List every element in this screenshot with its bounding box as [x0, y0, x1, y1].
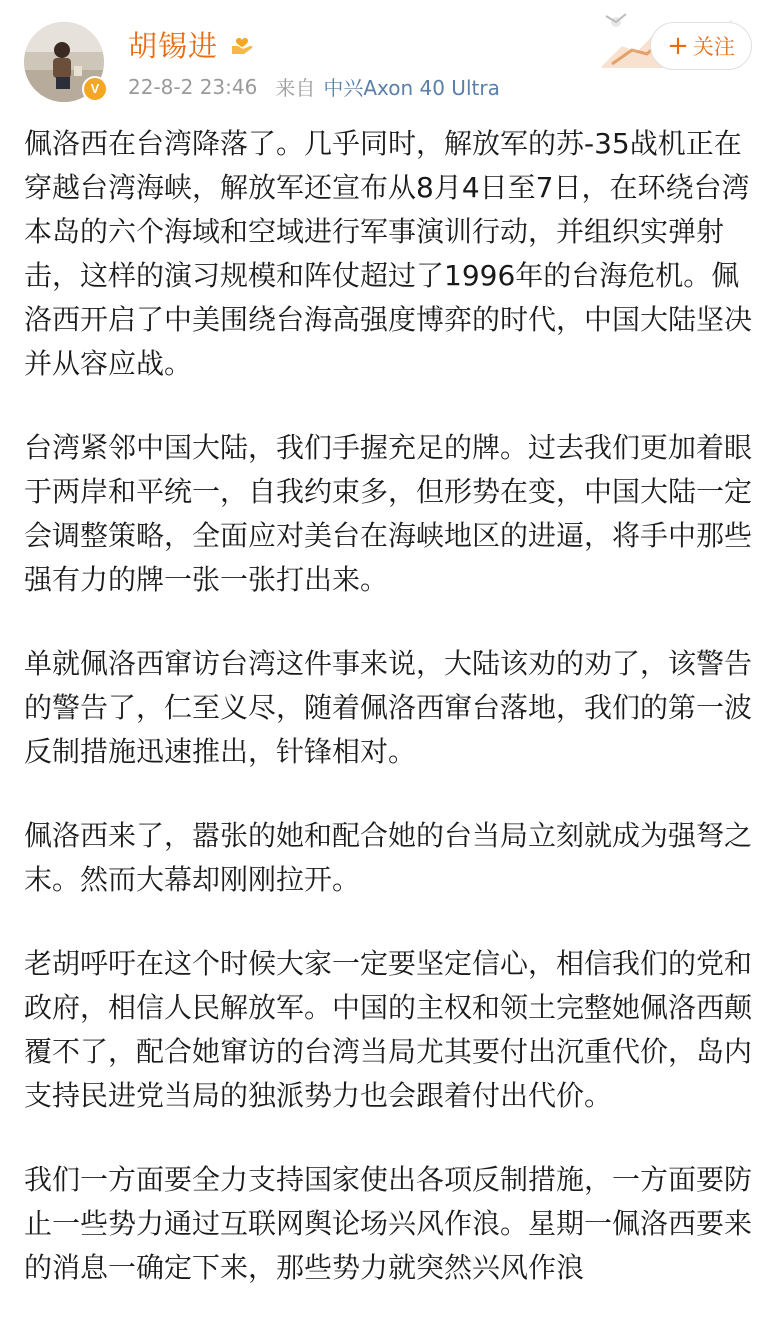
hand-heart-icon[interactable]	[228, 30, 256, 58]
post-paragraph: 佩洛西在台湾降落了。几乎同时，解放军的苏-35战机正在穿越台湾海峡，解放军还宣布从8月4日至7日，在环绕台湾本岛的六个海域和空域进行军事演训行动，并组织实弹射击，这样的演习规模和阵仗超过了1996年的台海危机。佩洛西开启了中美围绕台海高强度博弈的时代，中国大陆坚决并从容应战。	[24, 127, 753, 380]
device-source-link[interactable]: 中兴Axon 40 Ultra	[323, 76, 500, 100]
verified-badge: V	[82, 76, 108, 102]
post-body	[24, 122, 760, 1330]
author-name[interactable]: 胡锡进	[128, 28, 219, 63]
follow-button-label: 关注	[692, 35, 735, 59]
follow-button[interactable]	[650, 22, 752, 70]
post-paragraph: 单就佩洛西窜访台湾这件事来说，大陆该劝的劝了，该警告的警告了，仁至义尽，随着佩洛西窜台落地，我们的第一波反制措施迅速推出，针锋相对。	[24, 647, 753, 768]
post-meta	[128, 72, 500, 101]
author-name-row	[128, 24, 256, 64]
from-label: 来自	[275, 76, 316, 100]
post-paragraph: 我们一方面要全力支持国家使出各项反制措施，一方面要防止一些势力通过互联网舆论场兴风作浪。星期一佩洛西要来的消息一确定下来，那些势力就突然兴风作浪	[24, 1163, 753, 1284]
post-header	[0, 0, 778, 118]
post-paragraph: 佩洛西来了，嚣张的她和配合她的台当局立刻就成为强弩之末。然而大幕却刚刚拉开。	[24, 819, 753, 896]
post-paragraph: 老胡呼吁在这个时候大家一定要坚定信心，相信我们的党和政府，相信人民解放军。中国的主权和领土完整她佩洛西颠覆不了，配合她窜访的台湾当局尤其要付出沉重代价，岛内支持民进党当局的独派势力也会跟着付出代价。	[24, 947, 753, 1112]
post-paragraph: 台湾紧邻中国大陆，我们手握充足的牌。过去我们更加着眼于两岸和平统一，自我约束多，但形势在变，中国大陆一定会调整策略，全面应对美台在海峡地区的进逼，将手中那些强有力的牌一张一张打出来。	[24, 431, 753, 596]
plus-icon: +	[667, 31, 689, 61]
post-timestamp: 22-8-2 23:46	[128, 74, 258, 99]
